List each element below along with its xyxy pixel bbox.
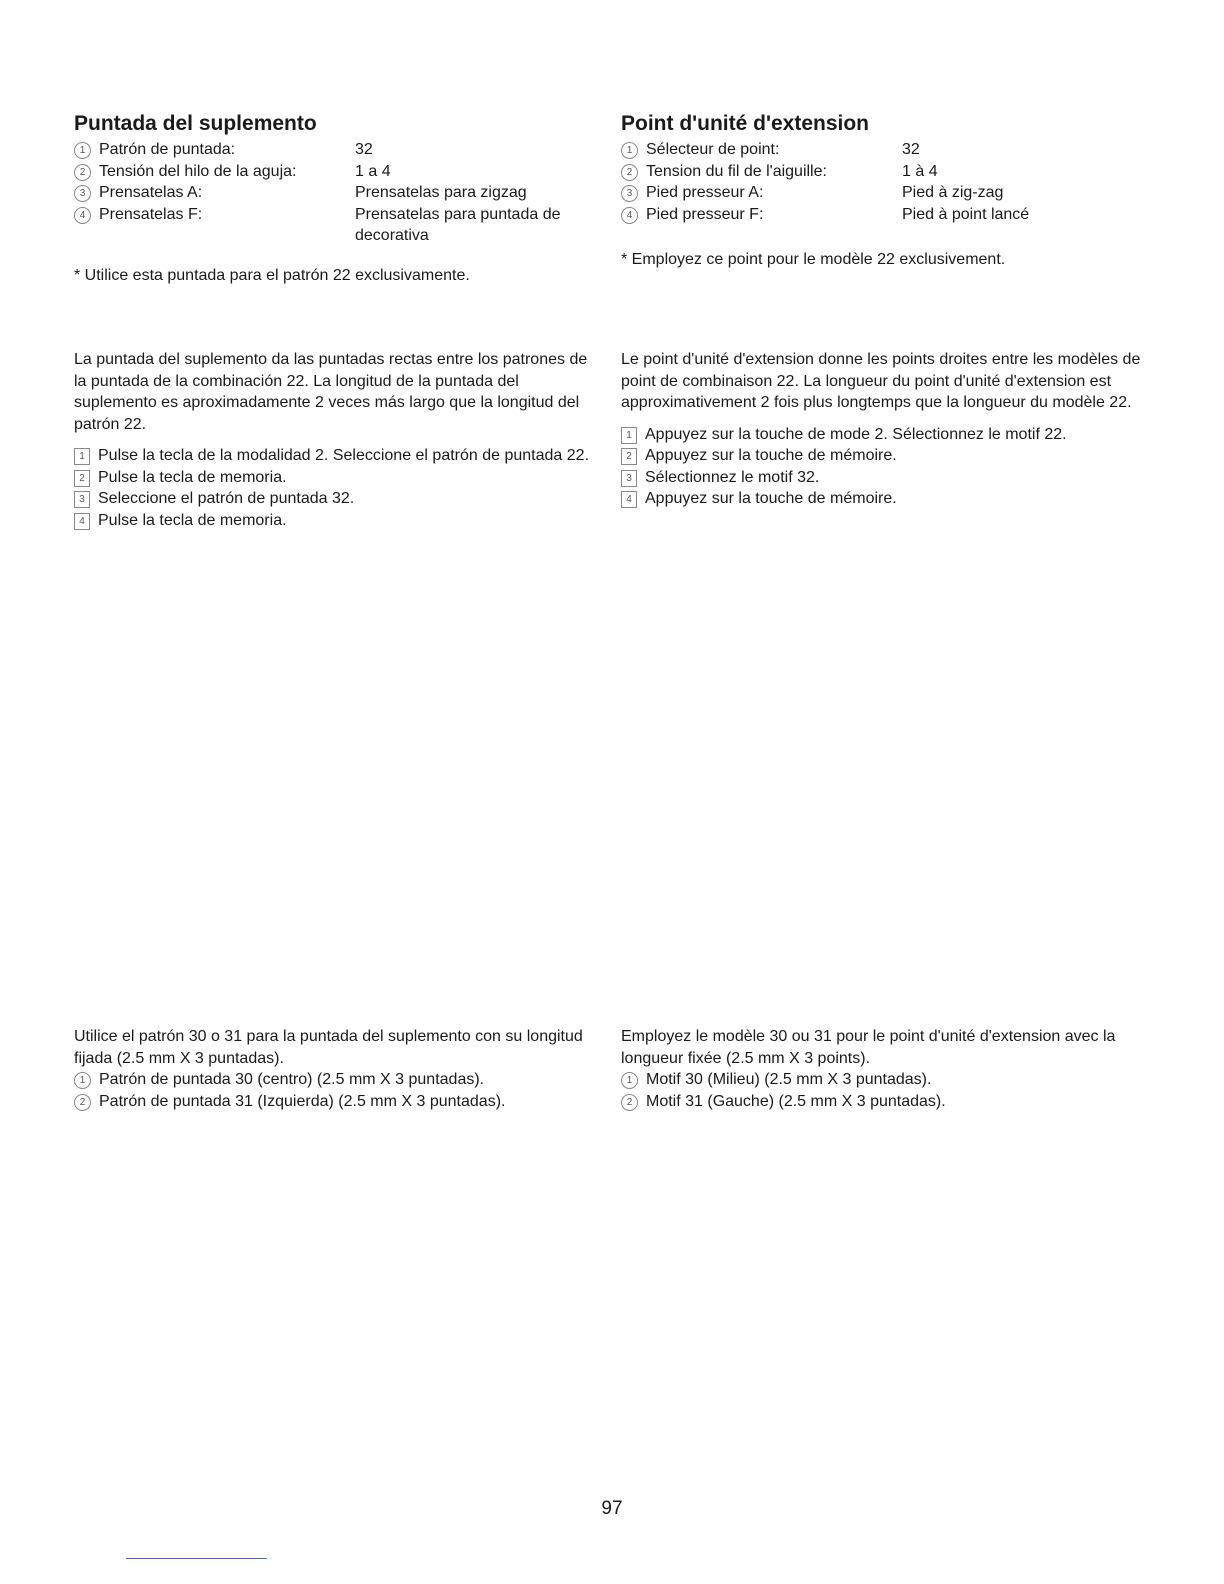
spec-value: 1 à 4 — [902, 162, 938, 180]
step-text: Pulse la tecla de memoria. — [98, 511, 287, 529]
circled-number-icon: 2 — [621, 164, 638, 181]
spec-key: Tensión del hilo de la aguja: — [99, 162, 297, 180]
page-number: 97 — [601, 1498, 623, 1519]
step-item — [621, 488, 1146, 510]
fr-spec-row — [621, 182, 1161, 204]
circled-number-icon: 1 — [621, 142, 638, 159]
circled-number-icon: 1 — [74, 142, 91, 159]
bottom-item — [74, 1069, 594, 1091]
boxed-number-icon: 3 — [621, 470, 637, 487]
spec-key: Pied presseur A: — [646, 184, 764, 201]
es-bottom-section — [74, 1026, 594, 1112]
step-text: Appuyez sur la touche de mode 2. Sélectionnez le motif 22. — [645, 425, 1067, 443]
step-text: Pulse la tecla de la modalidad 2. Seleccione el patrón de puntada 22. — [98, 447, 590, 464]
spec-key: Pied presseur F: — [646, 205, 764, 223]
step-text: Appuyez sur la touche de mémoire. — [645, 447, 897, 464]
boxed-number-icon: 2 — [621, 448, 637, 465]
spec-value: Prensatelas para puntada de decorativa — [355, 205, 561, 244]
fr-steps — [621, 424, 1146, 510]
es-spec-section — [74, 111, 614, 247]
bottom-item-text: Patrón de puntada 30 (centro) (2.5 mm X 3 puntadas). — [99, 1071, 485, 1088]
fr-paragraph: Le point d'unité d'extension donne les points droites entre les modèles de point de combinaison 22. La longueur du point d'unité d'extension est approximativement 2 fois plus longtemps que la longueur du modèle 22. — [621, 351, 1141, 411]
bottom-item — [621, 1069, 1131, 1091]
step-item — [74, 467, 594, 489]
es-spec-row — [74, 204, 614, 247]
circled-number-icon: 4 — [621, 207, 638, 224]
boxed-number-icon: 1 — [621, 427, 637, 444]
boxed-number-icon: 1 — [74, 448, 90, 465]
spec-value: Pied à zig-zag — [902, 184, 1004, 201]
boxed-number-icon: 2 — [74, 470, 90, 487]
spec-key: Tension du fil de l'aiguille: — [646, 162, 827, 180]
boxed-number-icon: 4 — [74, 513, 90, 530]
fr-spec-row — [621, 139, 1161, 161]
spec-value: 32 — [355, 141, 373, 158]
spec-key: Patrón de puntada: — [99, 141, 236, 158]
es-steps — [74, 445, 594, 531]
spec-value: 32 — [902, 141, 920, 158]
footer-rule — [126, 1558, 267, 1559]
circled-number-icon: 1 — [74, 1072, 91, 1089]
es-bottom-paragraph: Utilice el patrón 30 o 31 para la puntada del suplemento con su longitud fijada (2.5 mm X 3 puntadas). — [74, 1028, 583, 1067]
step-text: Pulse la tecla de memoria. — [98, 468, 287, 486]
spec-value: 1 a 4 — [355, 162, 391, 180]
es-note: * Utilice esta puntada para el patrón 22 exclusivamente. — [74, 267, 470, 284]
step-item — [621, 467, 1146, 489]
spec-key: Sélecteur de point: — [646, 141, 780, 158]
bottom-item-text: Patrón de puntada 31 (Izquierda) (2.5 mm X 3 puntadas). — [99, 1092, 506, 1110]
es-spec-table — [74, 139, 614, 247]
es-spec-row — [74, 161, 614, 183]
circled-number-icon: 3 — [621, 185, 638, 202]
fr-spec-table — [621, 139, 1161, 225]
fr-bottom-paragraph: Employez le modèle 30 ou 31 pour le point d'unité d'extension avec la longueur fixée (2.5 mm X 3 points). — [621, 1028, 1116, 1067]
fr-spec-row — [621, 161, 1161, 183]
bottom-item — [74, 1091, 594, 1113]
step-item — [74, 445, 594, 467]
fr-section-title: Point d'unité d'extension — [621, 112, 869, 135]
es-section-title: Puntada del suplemento — [74, 112, 317, 135]
es-paragraph: La puntada del suplemento da las puntadas rectas entre los patrones de la puntada de la combinación 22. La longitud de la puntada del suplemento es aproximadamente 2 veces más largo que la longitud del patrón 22. — [74, 351, 588, 433]
step-text: Sélectionnez le motif 32. — [645, 468, 820, 486]
circled-number-icon: 1 — [621, 1072, 638, 1089]
spec-value: Prensatelas para zigzag — [355, 184, 527, 201]
step-text: Appuyez sur la touche de mémoire. — [645, 490, 897, 507]
fr-spec-section — [621, 111, 1161, 225]
es-instructions — [74, 349, 594, 531]
step-text: Seleccione el patrón de puntada 32. — [98, 490, 355, 507]
es-spec-row — [74, 139, 614, 161]
fr-spec-row — [621, 204, 1161, 226]
bottom-item — [621, 1091, 1131, 1113]
fr-note: * Employez ce point pour le modèle 22 exclusivement. — [621, 251, 1006, 268]
spec-value: Pied à point lancé — [902, 205, 1030, 223]
circled-number-icon: 2 — [621, 1094, 638, 1111]
step-item — [74, 488, 594, 510]
circled-number-icon: 2 — [74, 1094, 91, 1111]
circled-number-icon: 3 — [74, 185, 91, 202]
circled-number-icon: 2 — [74, 164, 91, 181]
es-spec-row — [74, 182, 614, 204]
boxed-number-icon: 3 — [74, 491, 90, 508]
step-item — [621, 445, 1146, 467]
spec-key: Prensatelas F: — [99, 205, 203, 223]
bottom-item-text: Motif 30 (Milieu) (2.5 mm X 3 puntadas). — [646, 1071, 932, 1088]
fr-bottom-section — [621, 1026, 1131, 1112]
bottom-item-text: Motif 31 (Gauche) (2.5 mm X 3 puntadas). — [646, 1092, 946, 1110]
fr-instructions — [621, 349, 1146, 510]
step-item — [74, 510, 594, 532]
circled-number-icon: 4 — [74, 207, 91, 224]
spec-key: Prensatelas A: — [99, 184, 203, 201]
boxed-number-icon: 4 — [621, 491, 637, 508]
step-item — [621, 424, 1146, 446]
